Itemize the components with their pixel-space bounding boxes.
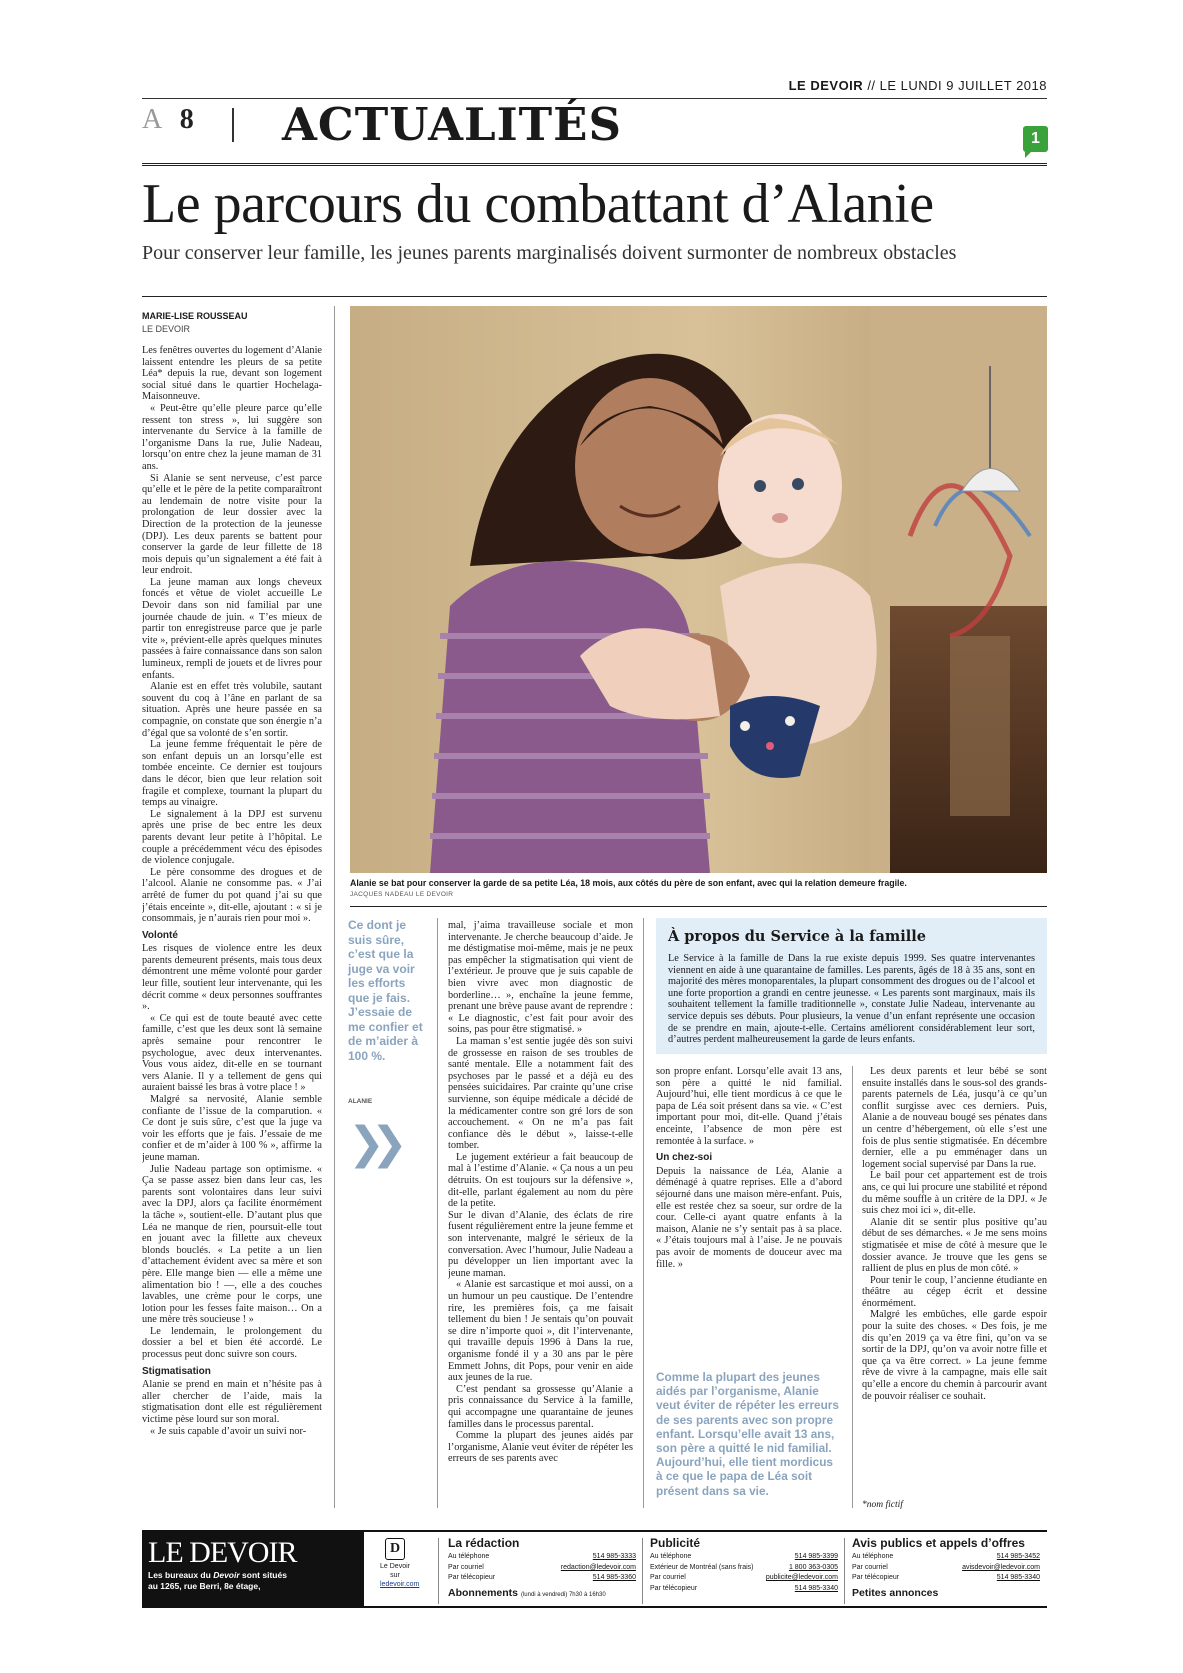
paragraph: La jeune femme fréquentait le père de son enfant depuis un an lorsqu’elle est tombée enceinte. Ce dernier est toujours dans le décor, bien que leur relation soit fragile et complexe, tournant la plupart du temps au vinaigre. bbox=[142, 739, 322, 809]
footer-redaction bbox=[448, 1536, 636, 1599]
subhead-stigmatisation: Stigmatisation bbox=[142, 1365, 211, 1377]
paragraph: son propre enfant. Lorsqu’elle avait 13 ans, son père a quitté le nid familial. Aujourd’hui, elle tient mordicus à ce que le papa de Léa soit présent dans sa vie. « C’est important pour moi, dit-elle. Quand j’étais enceinte, l’absence de mon père est remontée à la surface. » bbox=[656, 1066, 842, 1147]
contact-value[interactable]: 514 985-3333 bbox=[592, 1553, 636, 1560]
sidebar-box bbox=[656, 918, 1047, 1054]
contact-value[interactable]: 514 985-3452 bbox=[996, 1553, 1040, 1560]
paragraph: Les deux parents et leur bébé se sont ensuite installés dans le sous-sol des grands-parents paternels de Léa, jusqu’à ce qu’un conflit surgisse avec ces derniers. Puis, Alanie a de nouveau bougé ses pénates dans un centre d’hébergement, où elle s’est une fois de plus sentie stigmatisée. En décembre dernier, elle a pu emménager dans un logement social supervisé par Dans la rue. bbox=[862, 1066, 1047, 1170]
photo-credit: JACQUES NADEAU LE DEVOIR bbox=[350, 891, 454, 898]
website-caption: Le Devoir sur bbox=[380, 1563, 410, 1579]
contact-value[interactable]: publicite@ledevoir.com bbox=[765, 1574, 838, 1581]
paragraph: Sur le divan d’Alanie, des éclats de rire fusent régulièrement entre la jeune femme et son intervenante, malgré le sérieux de la conversation. Avec l’humour, Julie Nadeau a pu développer un lien important avec la jeune maman. bbox=[448, 1209, 633, 1279]
pull-quote: Ce dont je suis sûre, c’est que la juge va voir les efforts que je fais. J’essaie de me confier et de m’aider à 100 %. bbox=[348, 918, 423, 1063]
article-column-4 bbox=[862, 1066, 1047, 1514]
classifieds-label: Petites annonces bbox=[852, 1586, 939, 1599]
paragraph: Alanie dit se sentir plus positive qu’au début de ses démarches. « Je me sens moins stigmatisée et mise de côté à mesure que le dossier avance. Je trouve que les gens se rallient de plus en plus de mon côté. » bbox=[862, 1216, 1047, 1275]
paragraph: Comme la plupart des jeunes aidés par l’organisme, Alanie veut éviter de répéter les erreurs de ses parents avec bbox=[448, 1430, 633, 1465]
contact-row bbox=[650, 1573, 838, 1584]
paragraph: Alanie est en effet très volubile, sautant souvent du coq à l’âne en parlant de sa situation. Après une heure passée en sa compagnie, on constate que son énergie n’a d’égal que sa volonté de s’en sortir. bbox=[142, 681, 322, 739]
footer-logo-block bbox=[142, 1532, 364, 1606]
contact-label: Extérieur de Montréal (sans frais) bbox=[650, 1563, 754, 1571]
paragraph: Les risques de violence entre les deux parents demeurent présents, mais tous deux démontrent une même volonté pour garder leur fille, soutient leur intervenante, qui les décrit comme « deux personnes souffrantes ». bbox=[142, 943, 322, 1013]
page-number bbox=[142, 104, 200, 136]
contact-label: Par courriel bbox=[650, 1574, 686, 1581]
contact-value[interactable]: 514 985-3340 bbox=[794, 1584, 838, 1592]
column-rule bbox=[334, 306, 335, 1508]
article-photo bbox=[350, 306, 1047, 873]
subhead-volonte: Volonté bbox=[142, 929, 178, 941]
contact-row bbox=[852, 1573, 1040, 1584]
paragraph: Julie Nadeau partage son optimisme. « Ça se passe assez bien dans leur cas, les parents sont volontaires dans leur suivi avec la DPJ, alors ça facilite énormément la tâche », soutient-elle. D’autant plus que Léa ne manque de rien, poursuit-elle tout en jouant avec la fillette aux cheveux blonds bouclés. « La petite a un lien d’attachement évident avec sa mère et son père. Elle mange bien — elle a même une alimentation bio ! —, elle a des couches lavables, une crème pour le corps, une lotion pour les fesses faite maison… On a une mère très soucieuse ! » bbox=[142, 1163, 322, 1326]
paragraph: « Ce qui est de toute beauté avec cette famille, c’est que les deux sont là semaine après semaine pour rencontrer le psychologue, avec deux intervenantes. Vous vous aidez, dit-elle en se tournant vers Alanie. Il y a tellement de gens qui auraient baissé les bras à votre place ! » bbox=[142, 1012, 322, 1094]
footer-address bbox=[148, 1570, 358, 1592]
paragraph: Malgré sa nervosité, Alanie semble confiante de l’issue de la comparution. « Ce dont je suis sûre, c’est que la juge va voir les efforts que je fais. J’essaie de me confier et de m’aider à 100 % », affirme la jeune maman. bbox=[142, 1094, 322, 1163]
contact-row bbox=[650, 1584, 838, 1595]
contact-row bbox=[852, 1552, 1040, 1563]
contact-value[interactable]: redaction@ledevoir.com bbox=[560, 1563, 636, 1571]
footer-heading: Avis publics et appels d’offres bbox=[852, 1536, 1025, 1550]
contact-row bbox=[448, 1552, 636, 1563]
contact-row bbox=[852, 1563, 1040, 1574]
contact-label: Au téléphone bbox=[448, 1553, 490, 1560]
pull-quote-2: Comme la plupart des jeunes aidés par l’organisme, Alanie veut éviter de répéter les erreurs de ses parents avec son propre enfant. Lorsqu’elle avait 13 ans, son père a quitté le nid familial. Aujourd’hui, elle tient mordicus à ce que le papa de Léa soit présent dans sa vie. bbox=[656, 1370, 839, 1498]
footer-divider bbox=[844, 1538, 845, 1604]
chevron-right-icon: ❯❯ bbox=[348, 1118, 394, 1169]
article-headline: Le parcours du combattant d’Alanie bbox=[142, 173, 934, 235]
paragraph: « Peut-être qu’elle pleure parce qu’elle ressent ton stress », lui suggère son intervenante du Service à la famille de l’organisme Dans la rue, Julie Nadeau, lorsqu’on entre chez la jeune maman de 31 ans. bbox=[142, 402, 322, 472]
sidebar-box-title: À propos du Service à la famille bbox=[668, 928, 926, 945]
article-column-3 bbox=[656, 1066, 842, 1326]
footer-divider bbox=[642, 1538, 643, 1604]
column-rule bbox=[852, 1066, 853, 1508]
paragraph: Le bail pour cet appartement est de trois ans, ce qui lui procure une stabilité et répond du même souffle à un critère de la DPJ. « Je suis chez moi ici », dit-elle. bbox=[862, 1170, 1047, 1217]
author-org: LE DEVOIR bbox=[142, 324, 191, 334]
address-italic: Devoir bbox=[213, 1570, 240, 1580]
contact-row bbox=[448, 1563, 636, 1574]
address-text: Les bureaux du bbox=[148, 1570, 211, 1580]
paragraph: Le Service à la famille de Dans la rue existe depuis 1999. Ses quatre intervenantes viennent en aide à une quarantaine de familles. Les parents, âgés de 18 à 35 ans, sont en majorité des mères monoparentales, la plupart consomment des drogues ou de l’alcool et une forte proportion a grandi en centre jeunesse. « Les parents sont marginaux, mais ils souhaitent tellement la famille traditionnelle », constate Julie Nadeau, intervenante au service depuis ses débuts. Pour plusieurs, la venue d’un enfant représente une occasion de se prendre en main, ajoute-t-elle. Certains améliorent considérablement leur sort, d’autres perdent malheureusement la garde de leurs enfants. bbox=[668, 953, 1035, 1046]
author-name: MARIE-LISE ROUSSEAU bbox=[142, 311, 248, 321]
subscriptions-hours: (lundi à vendredi) 7h30 à 16h30 bbox=[520, 1591, 606, 1598]
footer-heading: Publicité bbox=[650, 1536, 701, 1550]
footnote: *nom fictif bbox=[862, 1500, 903, 1510]
paragraph: « Je suis capable d’avoir un suivi nor- bbox=[150, 1425, 307, 1437]
contact-label: Par télécopieur bbox=[448, 1574, 496, 1581]
footer-divider bbox=[438, 1538, 439, 1604]
paragraph: Malgré les embûches, elle garde espoir pour la suite des choses. « Des fois, je me dis qu’en 2019 ça va être fini, qu’on va se sortir de la DPJ, qu’on va avoir notre fille et que ça va être correct. » La jeune femme rêve de vivre à la campagne, mais elle sait qu’elle a encore du chemin à parcourir avant de pouvoir réaliser ce souhait. bbox=[862, 1309, 1047, 1402]
page-letter: A bbox=[142, 104, 167, 135]
pull-quote-attribution: ALANIE bbox=[348, 1098, 373, 1105]
paragraph: mal, j’aima travailleuse sociale et mon intervenante. Je cherche beaucoup d’aide. Je me déstigmatise moi-même, mais je ne peux pas empêcher la stigmatisation qui vient de l’extérieur. Je prouve que je suis capable de bien vivre avec mon diagnostic de borderline… », enchaîne la jeune femme, prenant une brève pause avant de reprendre : « Le diagnostic, c’est fait pour avoir des soins, pas pour être stigmatisé. » bbox=[448, 920, 633, 1036]
article-subheadline: Pour conserver leur famille, les jeunes parents marginalisés doivent surmonter de nombreux obstacles bbox=[142, 242, 957, 264]
page-digit: 8 bbox=[179, 104, 200, 135]
contact-value[interactable]: 514 985-3399 bbox=[794, 1553, 838, 1560]
address-line-2: au 1265, rue Berri, 8e étage, bbox=[148, 1581, 261, 1591]
photo-caption: Alanie se bat pour conserver la garde de sa petite Léa, 18 mois, aux côtés du père de son enfant, avec qui la relation demeure fragile. bbox=[350, 878, 907, 888]
section-title: ACTUALITÉS bbox=[282, 98, 622, 151]
headline-rule bbox=[142, 296, 1047, 297]
article-column-2 bbox=[448, 920, 633, 1508]
photo-mother-and-baby bbox=[350, 306, 1047, 873]
contact-value[interactable]: 514 985-3340 bbox=[996, 1574, 1040, 1581]
footer-subheading bbox=[448, 1587, 636, 1599]
contact-label: Au téléphone bbox=[852, 1553, 894, 1560]
column-rule bbox=[643, 918, 644, 1508]
paragraph: Depuis la naissance de Léa, Alanie a déménagé à quatre reprises. Elle a d’abord séjourné dans une maison mère-enfant. Puis, elle est restée chez sa soeur, sur ordre de la cour. Celle-ci ayant quatre enfants à la maison, Alanie ne s’y sentait pas à sa place. « J’étais toujours mal à l’aise. Je ne pouvais pas avoir de moments de douceur avec ma fille. » bbox=[656, 1165, 842, 1270]
footer bbox=[142, 1530, 1047, 1608]
footer-avis bbox=[852, 1536, 1040, 1599]
header-separator bbox=[232, 108, 234, 142]
contact-value[interactable]: 1 800 363-0305 bbox=[788, 1563, 838, 1571]
paper-name: LE DEVOIR bbox=[788, 78, 864, 93]
contact-row bbox=[650, 1552, 838, 1563]
le-devoir-d-icon: D bbox=[385, 1538, 405, 1560]
paragraph: Le jugement extérieur a fait beaucoup de mal à l’estime d’Alanie. « Ça nous a un peu détruits. On est toujours sur la défensive », dit-elle, parlant également au nom du père de la petite. bbox=[448, 1151, 633, 1210]
paragraph: Si Alanie se sent nerveuse, c’est parce qu’elle et le père de la petite comparaîtront au lendemain de notre visite pour la prolongation de leur dossier avec la Direction de la protection de la jeunesse (DPJ). Les deux parents se battent pour conserver la garde de leur fillette de 18 mois depuis qu’un signalement a été fait à leur endroit. bbox=[142, 472, 322, 577]
contact-value[interactable]: avisdevoir@ledevoir.com bbox=[962, 1563, 1040, 1571]
footer-publicite bbox=[650, 1536, 838, 1594]
subscriptions-label: Abonnements bbox=[448, 1586, 519, 1599]
issue-date: // LE LUNDI 9 JUILLET 2018 bbox=[867, 78, 1047, 93]
subhead-chez-soi: Un chez-soi bbox=[656, 1152, 713, 1164]
website-link-block[interactable] bbox=[380, 1538, 420, 1606]
column-rule bbox=[437, 918, 438, 1508]
article-column-1 bbox=[142, 345, 322, 1508]
footer-heading: La rédaction bbox=[448, 1536, 520, 1550]
contact-row bbox=[448, 1573, 636, 1584]
sidebar-box-body bbox=[668, 953, 1035, 1046]
mid-rule bbox=[350, 906, 1047, 907]
paragraph: Alanie se prend en main et n’hésite pas à aller chercher de l’aide, mais la stigmatisation dont elle est régulièrement victime pèse lourd sur son moral. bbox=[142, 1379, 322, 1426]
paragraph: Le signalement à la DPJ est survenu après une prise de bec entre les deux parents devant leur petite à l’hôpital. Le couple a précédemment vécu des épisodes de violence conjugale. bbox=[142, 808, 322, 867]
comment-count-badge[interactable]: 1 bbox=[1023, 126, 1048, 152]
paragraph: Le père consomme des drogues et de l’alcool. Alanie ne consomme pas. « J’ai arrêté de fumer du pot quand j’ai su que j’étais enceinte », dit-elle, ajoutant : « si je consommais, je n’aurais rien pour moi ». bbox=[142, 866, 322, 925]
masthead-date-line bbox=[142, 78, 1047, 100]
paragraph: Pour tenir le coup, l’ancienne étudiante en théâtre au cégep écrit et dessine énormément. bbox=[862, 1274, 1047, 1309]
contact-label: Par télécopieur bbox=[852, 1574, 900, 1581]
paragraph: La maman s’est sentie jugée dès son suivi de grossesse en raison de ses troubles de santé mentale. Elle a notamment fait des psychoses par le passé et a déjà eu des pensées suicidaires. Par crainte qu’une crise survienne, son équipe médicale a décidé de la médicamenter contre son gré lors de son accouchement. « On ne m’a pas fait confiance dès le début », laisse-t-elle tomber. bbox=[448, 1035, 633, 1152]
paragraph: Le lendemain, le prolongement du dossier a bel et bien été accordé. Le processus peut donc suivre son cours. bbox=[142, 1325, 322, 1361]
contact-label: Par télécopieur bbox=[650, 1584, 698, 1592]
contact-label: Par courriel bbox=[852, 1563, 888, 1571]
footer-logo: LE DEVOIR bbox=[148, 1536, 297, 1569]
contact-row bbox=[650, 1563, 838, 1574]
contact-value[interactable]: 514 985-3360 bbox=[592, 1574, 636, 1581]
website-link[interactable]: ledevoir.com bbox=[380, 1581, 420, 1588]
paragraph: C’est pendant sa grossesse qu’Alanie a pris connaissance du Service à la famille, qui accompagne une quarantaine de jeunes familles dans le processus parental. bbox=[448, 1383, 633, 1430]
double-rule bbox=[142, 163, 1047, 166]
paragraph: « Alanie est sarcastique et moi aussi, on a un humour un peu caustique. De l’entendre rire, les premières fois, ça me faisait tellement du bien ! Je sentais qu’on pouvait se dire n’importe quoi », dit l’intervenante, qui travaille depuis 1996 à Dans la rue, organisme fondé il y a 30 ans par le père Emmett Johns, dit Pops, pour venir en aide aux jeunes de la rue. bbox=[448, 1279, 633, 1384]
contact-label: Par courriel bbox=[448, 1563, 484, 1571]
photo-caption-block bbox=[350, 877, 1047, 901]
address-text-b: sont situés bbox=[242, 1570, 287, 1580]
paragraph: Les fenêtres ouvertes du logement d’Alanie laissent entendre les pleurs de sa petite Léa* depuis la rue, devant son logement social situé dans le quartier Hochelaga-Maisonneuve. bbox=[142, 345, 322, 403]
byline bbox=[142, 310, 322, 336]
paragraph: La jeune maman aux longs cheveux foncés et vêtue de violet accueille Le Devoir dans son nid familial par une journée chaude de juin. « T’es mieux de partir ton enregistreuse parce que je parle vite », prévient-elle après quelques minutes passées à faire connaissance dans son salon lumineux, rempli de jouets et de livres pour enfants. bbox=[142, 576, 322, 681]
contact-label: Au téléphone bbox=[650, 1553, 692, 1560]
